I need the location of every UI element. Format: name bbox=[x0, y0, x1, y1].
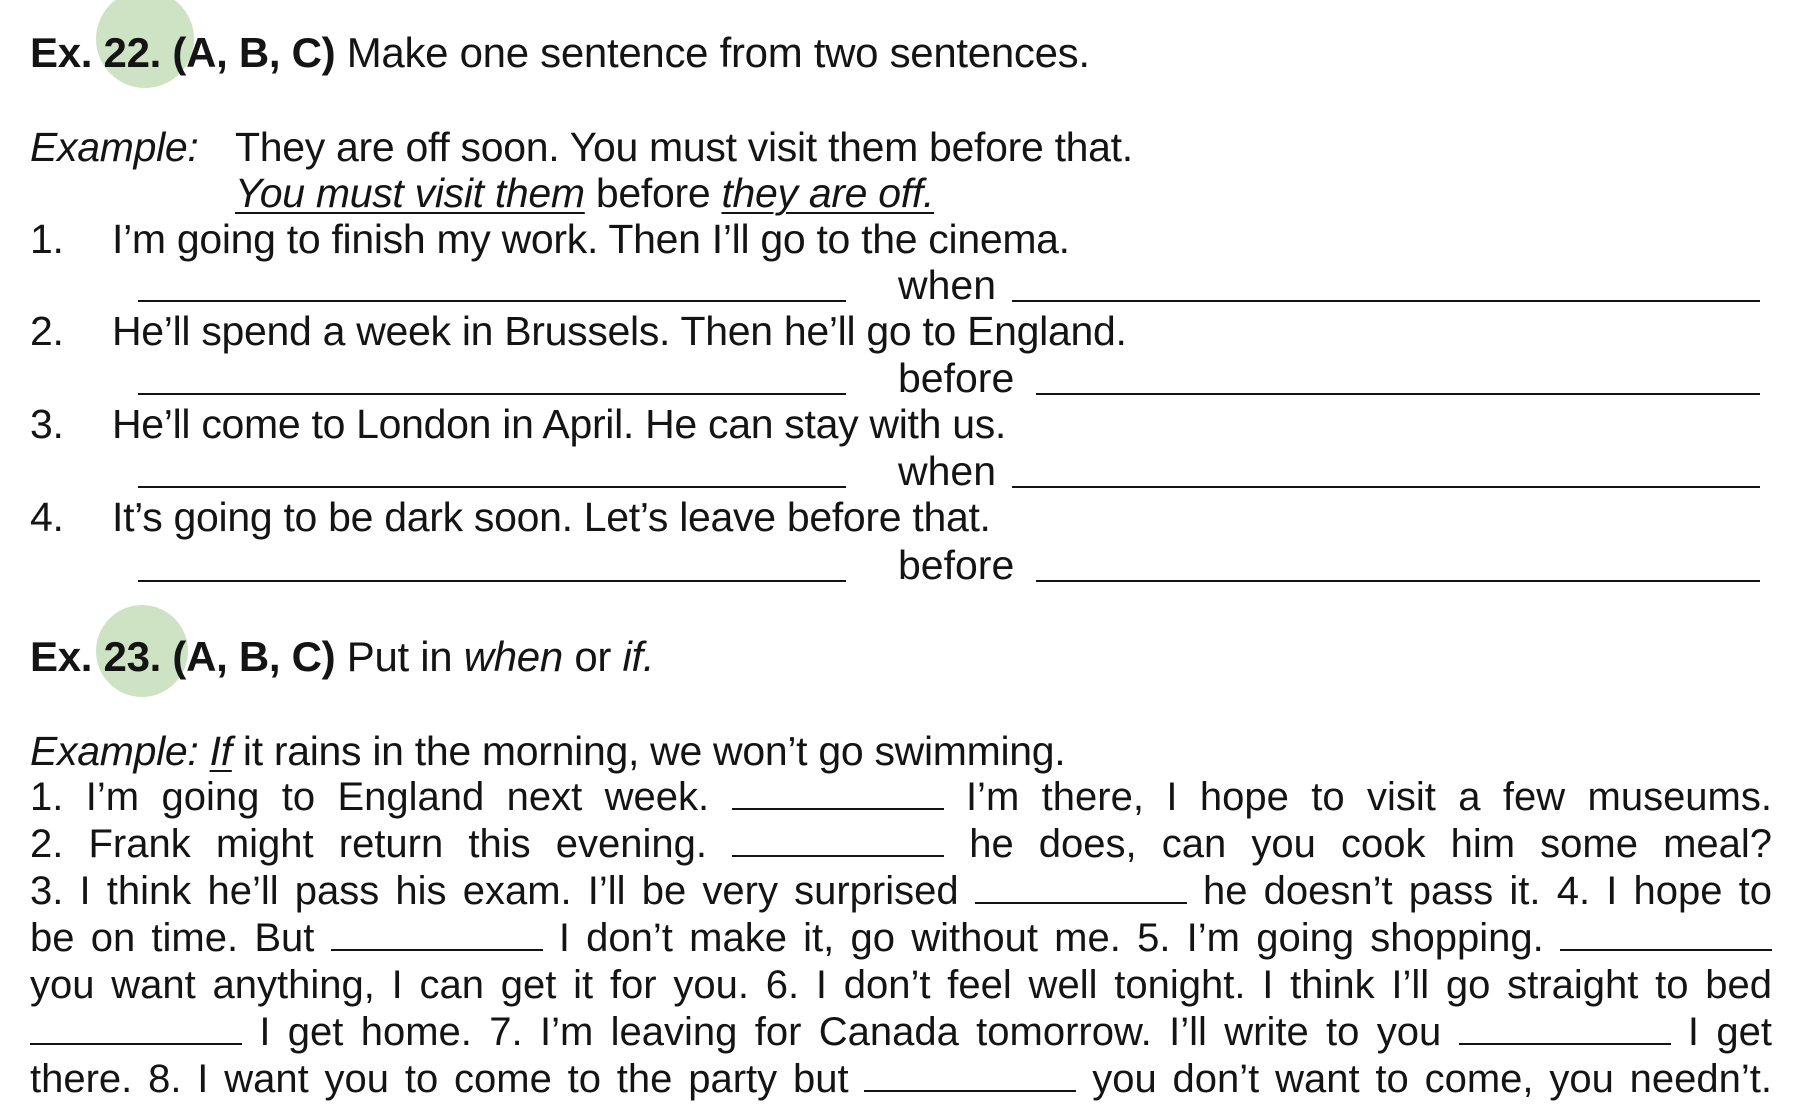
ex23-line-5 bbox=[30, 962, 1772, 1008]
ex22-heading bbox=[30, 30, 1090, 76]
ex22-example-answer-mid: before bbox=[595, 170, 711, 216]
ex22-item-1-blank-right[interactable] bbox=[1012, 300, 1760, 302]
ex23-line-3-b: he doesn’t pass it. 4. I hope to bbox=[1202, 869, 1772, 913]
ex23-blank-5[interactable] bbox=[1560, 919, 1772, 951]
ex22-item-3 bbox=[30, 401, 1006, 447]
ex23-blank-3[interactable] bbox=[975, 872, 1187, 904]
ex23-blank-7[interactable] bbox=[1459, 1013, 1671, 1045]
ex23-line-1-b: I’m there, I hope to visit a few museums. bbox=[965, 775, 1772, 819]
ex22-levels: (A, B, C) bbox=[172, 29, 336, 76]
ex23-line-7-b: you don’t want to come, you needn’t. bbox=[1092, 1057, 1772, 1101]
ex22-item-4-number: 4. bbox=[30, 494, 64, 540]
ex22-item-3-blank-left[interactable] bbox=[138, 486, 846, 488]
ex22-label: Ex. bbox=[30, 29, 93, 76]
ex23-line-3-a: 3. I think he’ll pass his exam. I’ll be very surprised bbox=[30, 869, 959, 913]
ex22-item-4-blank-left[interactable] bbox=[138, 580, 846, 582]
ex23-number: 23. bbox=[103, 633, 162, 680]
ex23-example bbox=[30, 728, 1065, 774]
ex23-line-1 bbox=[30, 774, 1772, 820]
ex22-item-1-text: I’m going to finish my work. Then I’ll go to the cinema. bbox=[112, 216, 1070, 262]
ex23-levels: (A, B, C) bbox=[172, 633, 336, 680]
ex22-item-2-number: 2. bbox=[30, 308, 64, 354]
ex23-example-text: it rains in the morning, we won’t go swimming. bbox=[242, 728, 1066, 774]
ex23-line-4 bbox=[30, 915, 1772, 961]
ex22-item-1-number: 1. bbox=[30, 216, 64, 262]
ex22-example-sentence: They are off soon. You must visit them before that. bbox=[235, 124, 1133, 170]
ex22-item-3-text: He’ll come to London in April. He can stay with us. bbox=[112, 401, 1006, 447]
ex22-item-4-connector: before bbox=[898, 542, 1015, 588]
ex22-example-line1 bbox=[30, 124, 1133, 170]
ex23-label: Ex. bbox=[30, 633, 93, 680]
ex23-blank-2[interactable] bbox=[732, 825, 944, 857]
ex22-item-3-number: 3. bbox=[30, 401, 64, 447]
ex23-blank-6[interactable] bbox=[30, 1013, 242, 1045]
ex23-line-3 bbox=[30, 868, 1772, 914]
ex23-line-6-a: I get home. 7. I’m leaving for Canada tomorrow. I’ll write to you bbox=[259, 1010, 1442, 1054]
ex23-line-6-b: I get bbox=[1687, 1010, 1772, 1054]
ex23-example-label: Example: bbox=[30, 728, 199, 774]
ex23-instruction-or: or bbox=[574, 633, 612, 680]
ex23-heading bbox=[30, 634, 654, 680]
ex22-item-2 bbox=[30, 308, 1127, 354]
ex23-line-4-a: be on time. But bbox=[30, 916, 315, 960]
ex23-line-4-b: I don’t make it, go without me. 5. I’m going shopping. bbox=[558, 916, 1544, 960]
ex23-line-5-a: you want anything, I can get it for you. 6. I don’t feel well tonight. I think I’ll go straight to bed bbox=[30, 963, 1772, 1007]
ex22-item-4-text: It’s going to be dark soon. Let’s leave before that. bbox=[112, 494, 991, 540]
ex23-blank-1[interactable] bbox=[732, 778, 944, 810]
ex23-instruction-when: when bbox=[463, 633, 563, 680]
ex23-line-7 bbox=[30, 1056, 1772, 1102]
ex22-instruction: Make one sentence from two sentences. bbox=[346, 29, 1090, 76]
ex22-item-2-connector: before bbox=[898, 355, 1015, 401]
ex22-example-answer-part1: You must visit them bbox=[235, 170, 585, 216]
ex23-instruction-pre: Put in bbox=[346, 633, 453, 680]
ex22-example-label: Example: bbox=[30, 124, 199, 170]
ex23-line-2-b: he does, can you cook him some meal? bbox=[969, 822, 1773, 866]
ex23-blank-4[interactable] bbox=[331, 919, 543, 951]
ex23-line-6 bbox=[30, 1009, 1772, 1055]
ex22-example-answer-part2: they are off. bbox=[721, 170, 935, 216]
ex22-item-2-blank-left[interactable] bbox=[138, 393, 846, 395]
ex22-item-2-blank-right[interactable] bbox=[1036, 393, 1760, 395]
ex22-item-1 bbox=[30, 216, 1070, 262]
ex22-item-1-connector: when bbox=[898, 262, 997, 308]
ex23-line-1-a: 1. I’m going to England next week. bbox=[30, 775, 710, 819]
ex22-item-4-blank-right[interactable] bbox=[1036, 580, 1760, 582]
ex23-line-2 bbox=[30, 821, 1772, 867]
ex22-example-answer bbox=[235, 170, 934, 216]
ex23-example-answer: If bbox=[209, 728, 232, 774]
ex22-item-3-connector: when bbox=[898, 448, 997, 494]
ex23-line-7-a: there. 8. I want you to come to the party but bbox=[30, 1057, 849, 1101]
ex22-item-2-text: He’ll spend a week in Brussels. Then he’ll go to England. bbox=[112, 308, 1127, 354]
ex23-line-2-a: 2. Frank might return this evening. bbox=[30, 822, 707, 866]
ex22-item-1-blank-left[interactable] bbox=[138, 300, 846, 302]
ex23-blank-8[interactable] bbox=[864, 1060, 1076, 1092]
ex22-item-4 bbox=[30, 494, 991, 540]
ex22-number: 22. bbox=[103, 29, 162, 76]
ex23-instruction-if: if. bbox=[622, 633, 655, 680]
ex22-item-3-blank-right[interactable] bbox=[1012, 486, 1760, 488]
